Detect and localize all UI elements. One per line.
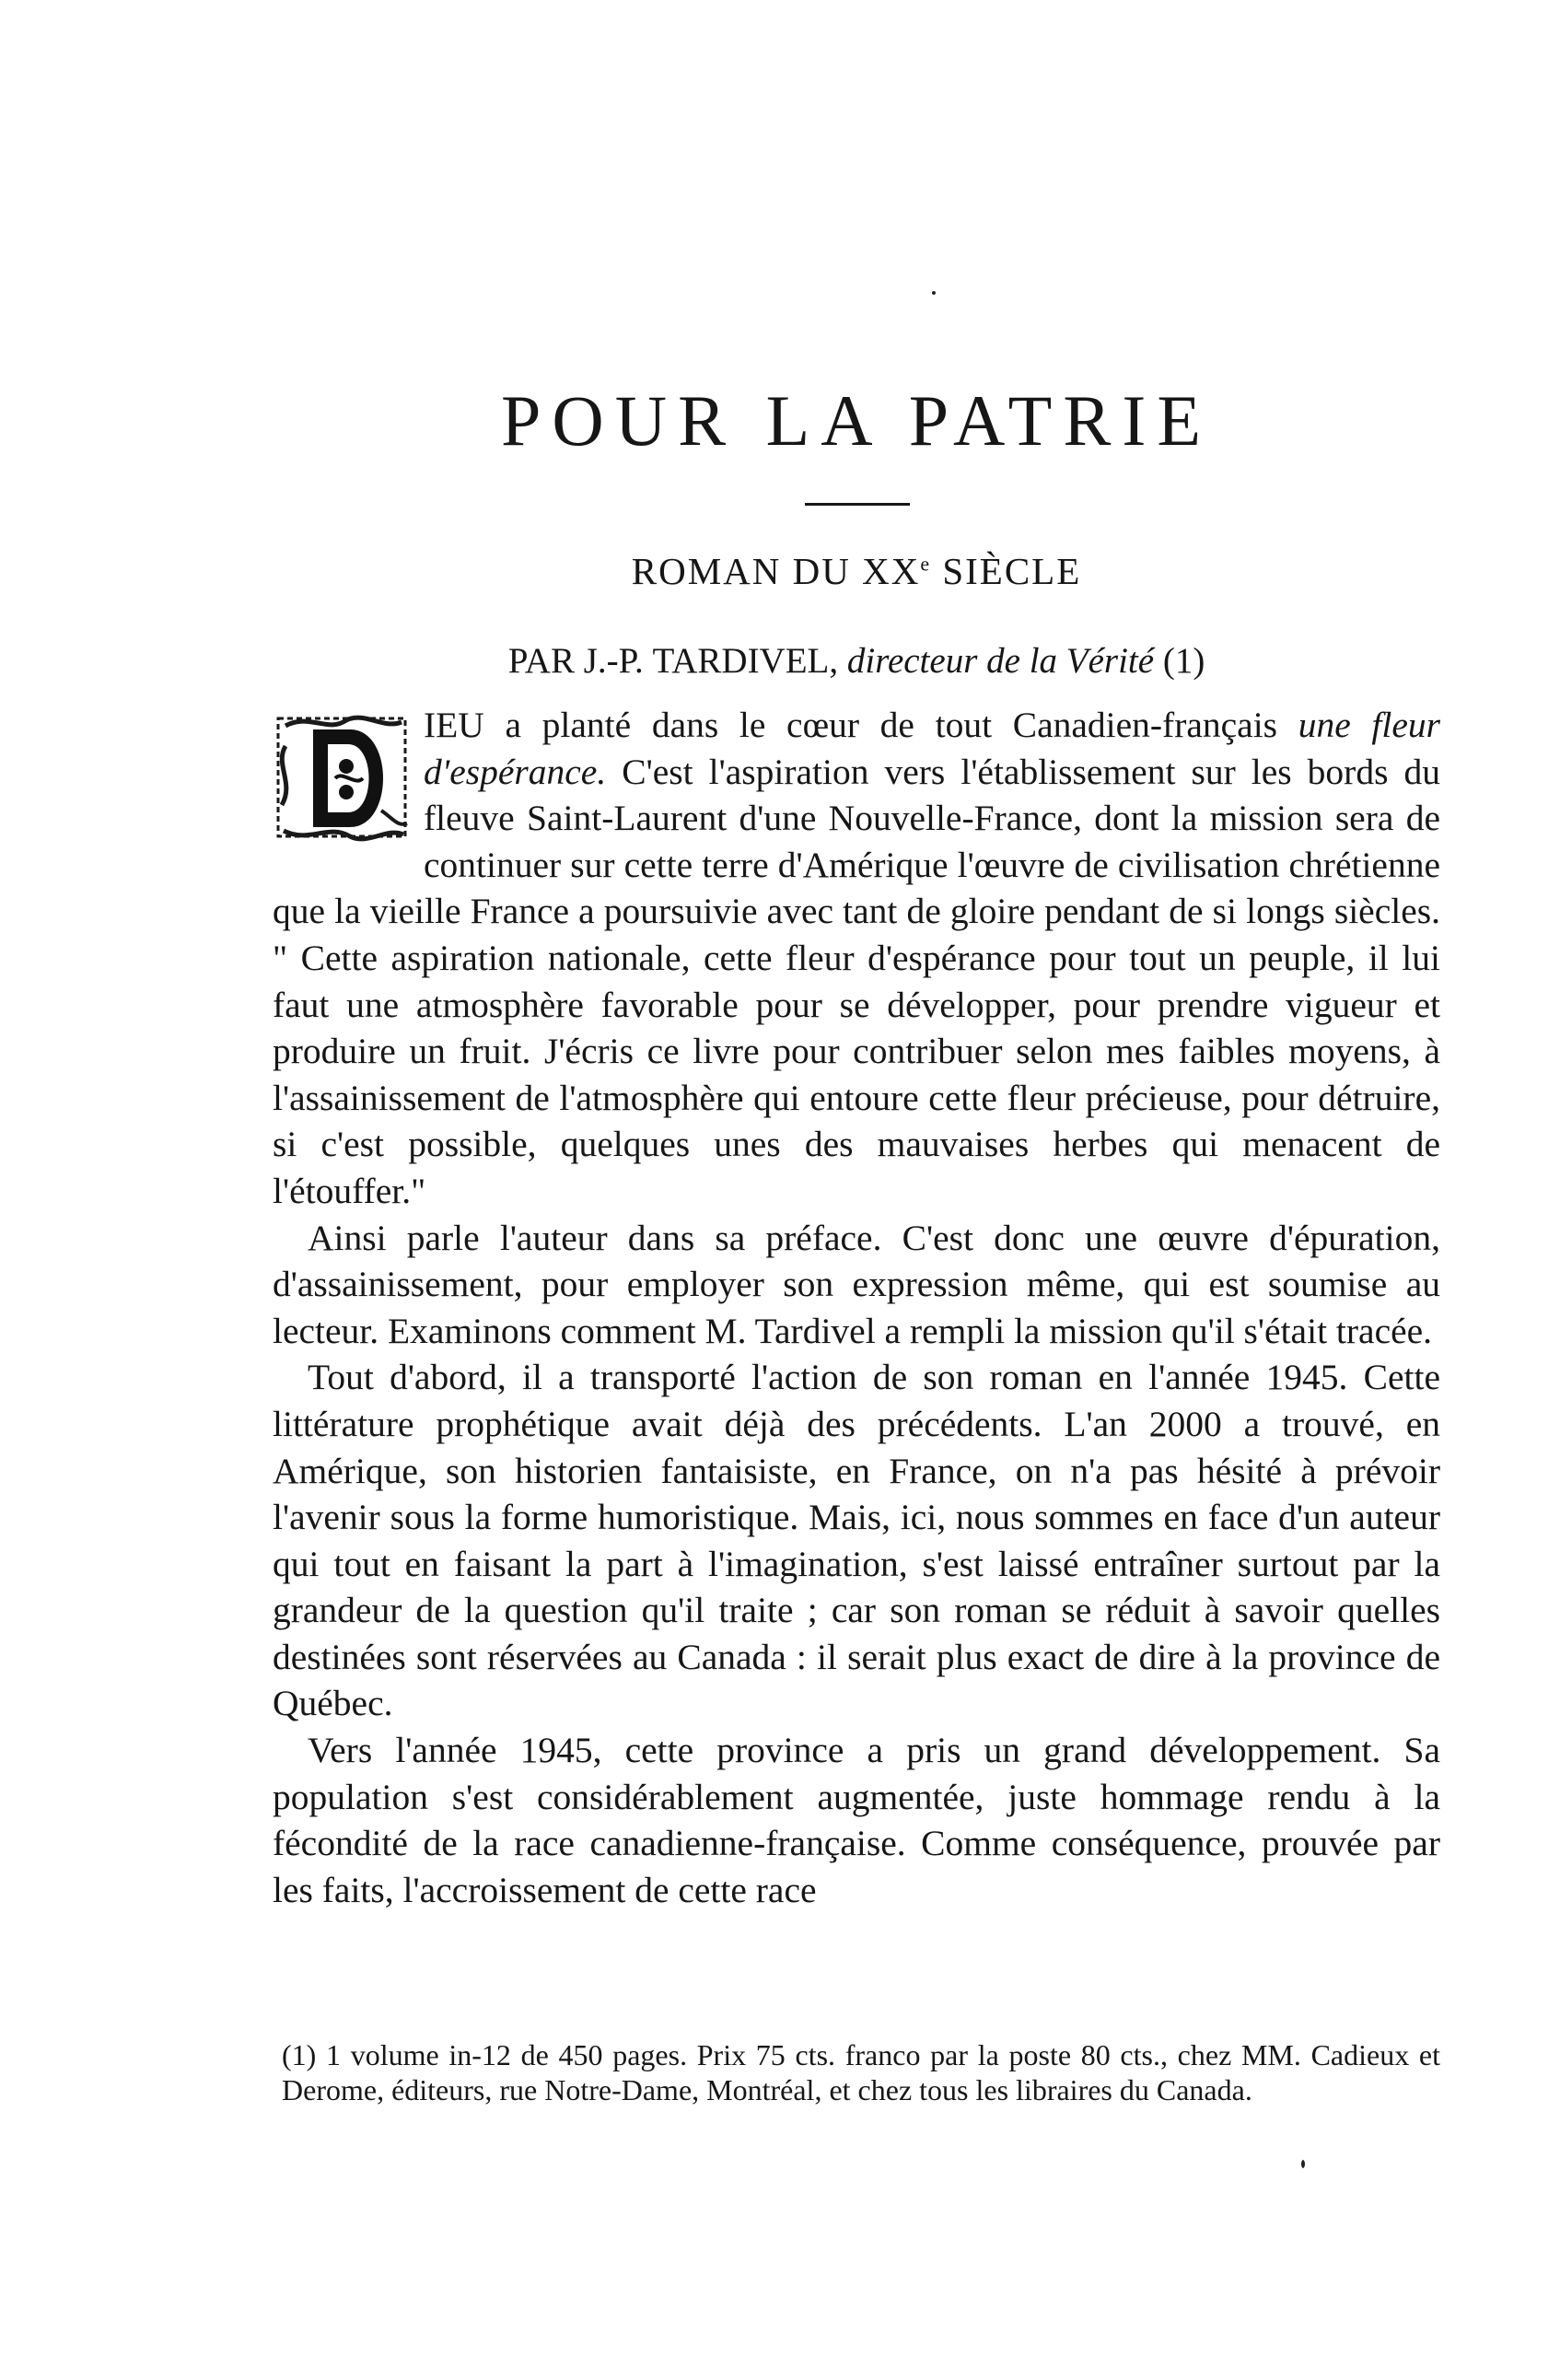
paragraph-1 — [273, 702, 1440, 1215]
article-body — [273, 702, 1440, 1913]
byline-author: TARDIVEL — [652, 641, 830, 681]
ornamental-dropcap-icon — [273, 709, 413, 847]
subtitle-main: ROMAN DU XX — [631, 550, 921, 592]
title-divider — [805, 503, 910, 506]
page-speck — [1301, 2160, 1305, 2168]
paragraph-3: Tout d'abord, il a transporté l'action de son roman en l'année 1945. Cette littérature prophétique avait déjà des précédents. L'an 2000 a trouvé, en Amérique, son historien fantaisiste, en France, on n'a pas hésité à prévoir l'avenir sous la forme humoristique. Mais, ici, nous sommes en face d'un auteur qui tout en faisant la part à l'imagination, s'est laissé entraîner surtout par la grandeur de la question qu'il traite ; car son roman se réduit à savoir quelles destinées sont réservées au Canada : il serait plus exact de dire à la province de Québec. — [273, 1357, 1440, 1724]
paragraph-4: Vers l'année 1945, cette province a pris un grand développement. Sa population s'est considérablement augmentée, juste hommage rendu à la fécondité de la race canadienne-française. Comme conséquence, prouvée par les faits, l'accroissement de cette race — [273, 1730, 1440, 1910]
byline-par: PAR — [507, 641, 575, 681]
paragraph-1-intro: IEU a planté dans le cœur de tout Canadien-français — [424, 705, 1298, 745]
article-title: POUR LA PATRIE — [501, 380, 1212, 461]
article-subtitle — [273, 550, 1440, 592]
byline-initials: J.-P. — [574, 641, 653, 681]
subtitle-end: SIÈCLE — [931, 550, 1082, 592]
paragraph-2: Ainsi parle l'auteur dans sa préface. C'est donc une œuvre d'épuration, d'assainissement, pour employer son expression même, qui est soumise au lecteur. Examinons comment M. Tardivel a rempli la mission qu'il s'était tracée. — [273, 1217, 1440, 1351]
paragraph-1-rest: C'est l'aspiration vers l'établissement sur les bords du fleuve Saint-Laurent d'une Nouvelle-France, dont la mission sera de continuer sur cette terre d'Amérique l'œuvre de civilisation chrétienne que la vieille France a poursuivie avec tant de gloire pendant de si longs siècles. " Cette aspiration nationale, cette fleur d'espérance pour tout un peuple, il lui faut une atmosphère favorable pour se développer, pour prendre vigueur et produire un fruit. J'écris ce livre pour contribuer selon mes faibles moyens, à l'assainissement de l'atmosphère qui entoure cette fleur précieuse, pour détruire, si c'est possible, quelques unes des mauvaises herbes qui menacent de l'étouffer." — [273, 751, 1440, 1211]
paragraph-1-italic: une fleur d'espérance. — [424, 705, 1440, 792]
byline-role: directeur de la Vérité — [846, 641, 1155, 681]
footnote: (1) 1 volume in-12 de 450 pages. Prix 75 cts. franco par la poste 80 cts., chez MM. Cadieux et Derome, éditeurs, rue Notre-Dame, Montréal, et chez tous les libraires du Canada. — [282, 2038, 1440, 2106]
subtitle-superscript: e — [920, 552, 932, 576]
page-speck — [932, 291, 936, 295]
byline: PAR J.-P. TARDIVEL, directeur de la Vérité (1) — [507, 641, 1205, 681]
footnote-reference: (1) — [1154, 641, 1205, 681]
